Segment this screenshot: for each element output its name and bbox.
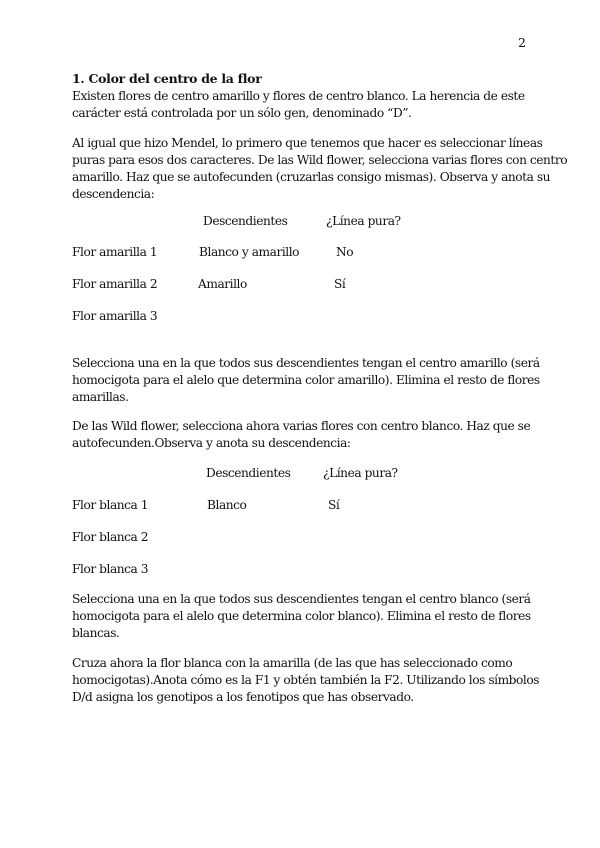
select-yellow-line: Selecciona una en la que todos sus descendientes tengan el centro amarillo (será <box>72 356 540 370</box>
mendel-paragraph <box>72 135 568 203</box>
table-row-label: Flor blanca 2 <box>72 530 149 544</box>
table-header-descendants: Descendientes <box>206 466 291 480</box>
table-header-descendants: Descendientes <box>203 214 288 228</box>
mendel-line: descendencia: <box>72 187 155 201</box>
table-cell-descendants: Blanco y amarillo <box>199 245 300 259</box>
cross-line: homocigotas).Anota cómo es la F1 y obtén también la F2. Utilizando los símbolos <box>72 673 540 687</box>
white-intro-line: autofecunden.Observa y anota su descendencia: <box>72 436 351 450</box>
table-cell-descendants: Amarillo <box>198 277 247 291</box>
table-cell-pure-line: Sí <box>328 498 340 512</box>
table-header-pure-line: ¿Línea pura? <box>326 214 401 228</box>
table-row-label: Flor amarilla 1 <box>72 245 158 259</box>
select-yellow-paragraph <box>72 355 542 406</box>
table-row-label: Flor blanca 1 <box>72 498 149 512</box>
cross-line: D/d asigna los genotipos a los fenotipos que has observado. <box>72 690 414 704</box>
select-white-line: homocigota para el alelo que determina color blanco). Elimina el resto de flores <box>72 609 531 623</box>
table-cell-pure-line: Sí <box>334 277 346 291</box>
table-row-label: Flor blanca 3 <box>72 562 149 576</box>
select-yellow-line: homocigota para el alelo que determina color amarillo). Elimina el resto de flores <box>72 373 540 387</box>
intro-line: carácter está controlada por un sólo gen, denominado “D”. <box>72 106 412 120</box>
select-white-line: blancas. <box>72 626 120 640</box>
table-cell-pure-line: No <box>336 245 354 259</box>
table-header-pure-line: ¿Línea pura? <box>323 466 398 480</box>
table-row-label: Flor amarilla 2 <box>72 277 158 291</box>
intro-line: Existen flores de centro amarillo y flores de centro blanco. La herencia de este <box>72 89 525 103</box>
mendel-line: puras para esos dos caracteres. De las Wild flower, selecciona varias flores con centro <box>72 153 568 167</box>
white-intro-paragraph <box>72 418 542 452</box>
page-number: 2 <box>518 35 526 50</box>
table-row-label: Flor amarilla 3 <box>72 309 158 323</box>
cross-paragraph <box>72 655 542 706</box>
table-cell-descendants: Blanco <box>207 498 247 512</box>
select-white-paragraph <box>72 591 542 642</box>
cross-line: Cruza ahora la flor blanca con la amarilla (de las que has seleccionado como <box>72 656 513 670</box>
mendel-line: amarillo. Haz que se autofecunden (cruzarlas consigo mismas). Observa y anota su <box>72 170 551 184</box>
section-title: 1. Color del centro de la flor <box>72 71 262 86</box>
intro-paragraph <box>72 88 542 122</box>
mendel-line: Al igual que hizo Mendel, lo primero que tenemos que hacer es seleccionar líneas <box>72 136 543 150</box>
select-white-line: Selecciona una en la que todos sus descendientes tengan el centro blanco (será <box>72 592 531 606</box>
select-yellow-line: amarillas. <box>72 390 129 404</box>
white-intro-line: De las Wild flower, selecciona ahora varias flores con centro blanco. Haz que se <box>72 419 531 433</box>
